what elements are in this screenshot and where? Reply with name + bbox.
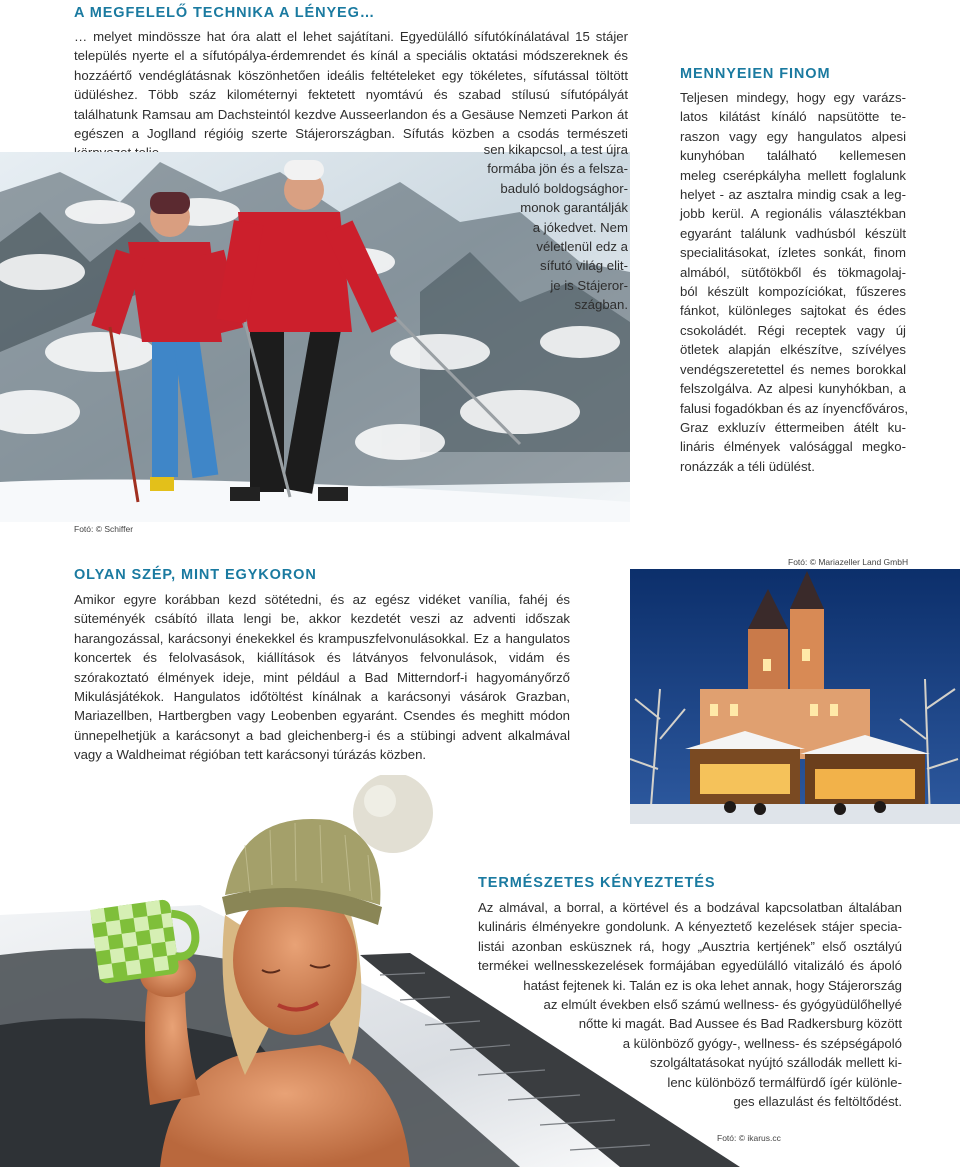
food-line: ronázzák a téli üdülést. <box>680 458 815 474</box>
technique-wrap-text <box>450 140 628 315</box>
wellness-line: nőtte ki magát. Bad Aussee és Bad Radkersburg között <box>578 1016 902 1032</box>
food-line: almából, sütőtökből és tökmagolaj- <box>680 264 906 280</box>
technique-intro-text: … melyet mindössze hat óra alatt el lehet sajátítani. Egyedülálló sífutókínálatával 15 stájer település nyerte el a sífutópálya-érdemrendet és kínál a speciális oktatási módszereknek és hozzáértő vendéglátásnak köszönhetően ideális feltételeket egy tökéletes, sífutással töltött üdüléshez. Több száz kilométernyi fektetett nyomtávú és szabad stílusú sífutópályát találhatunk Ramsau am Dachsteintól kezdve Ausseerlandon és a Gesäuse Nemzeti Parkon át egészen a Joglland régióig szerte Stájerországban. Sífutás közben a csodás természeti <box>74 29 628 142</box>
wrap-line: baduló boldogsághor- <box>500 180 628 196</box>
wrap-line: véletlenül edz a <box>536 239 628 255</box>
wellness-line: Az almával, a borral, a körtével és a bodzával kapcsolatban általában <box>478 900 902 915</box>
wellness-line: lenc különböző termálfürdő ígér különle- <box>667 1074 902 1090</box>
food-line: lináris élmények valósággal megko- <box>680 439 906 455</box>
wellness-line: a különböző gyógy-, wellness- és szépségápoló <box>622 1035 902 1051</box>
food-line: ötletek alapján elkészítve, szívélyes <box>680 342 906 358</box>
food-line: jobb kerül. A regionális választékban <box>680 206 906 222</box>
wrap-line: je is Stájeror- <box>550 277 628 293</box>
wellness-line: hatást fejtenek ki. Talán ez is oka lehet annak, hogy Stájerország <box>523 977 902 993</box>
photo-credit-schiffer: Fotó: © Schiffer <box>74 524 134 534</box>
food-line: ból készült kompozíciókat, fűszeres <box>680 284 906 300</box>
food-line: vendégszeretettel és nemes borokkal <box>680 361 906 377</box>
food-line: meleg cserépkályha mellett foglalunk <box>680 167 906 183</box>
food-line: kunyhóban található kellemesen <box>680 148 906 164</box>
wrap-line: sen kikapcsol, a test újra <box>483 142 628 157</box>
food-line: felszolgálva. Az alpesi kunyhókban, a <box>680 381 906 397</box>
wrap-line: formába jön és a felsza- <box>487 161 628 177</box>
food-line: egyaránt találunk vadhúsból készült <box>680 225 906 241</box>
wellness-text <box>478 898 902 1111</box>
wrap-line: a jókedvet. Nem <box>532 219 628 235</box>
section-heading-tradition: OLYAN SZÉP, MINT EGYKORON <box>74 567 317 583</box>
wellness-line: kulináris élményekre gondolunk. A kényeztető kezelések stájer specia- <box>478 919 902 935</box>
food-line: falusi fogadókban és az ínyencfőváros, <box>680 400 908 416</box>
section-heading-technique: A MEGFELELŐ TECHNIKA A LÉNYEG… <box>74 5 376 21</box>
wellness-line: ges ellazulást és feltöltődést. <box>733 1094 902 1110</box>
photo-credit-mariazell: Fotó: © Mariazeller Land GmbH <box>788 557 909 567</box>
wrap-line: szágban. <box>574 297 628 313</box>
wrap-line: monok garantálják <box>520 200 628 216</box>
wellness-line: termékei wellnesskezelések formájában egyedülálló vitalizáló és ápoló <box>478 958 902 974</box>
food-text <box>680 88 906 476</box>
tradition-text: Amikor egyre korábban kezd sötétedni, és az egész vidéket vanília, fahéj és süteményék csábító illata lengi be, akkor kezdetét veszi az adventi időszak harangozással, karácsonyi énekekkel és krampuszfelvonulásokkal. Ez a hangulatos koncertek és felolvasások, kiállítások és látványos felvonulások, vidám és szórakoztató élmények ideje, mint például a Bad Mitterndorf-i hagyományőrző Mikulásjátékok. Hangulatos időtöltést kínálnak a karácsonyi vásárok Grazban, Mariazellben, Hartbergben vagy Leobenben egyaránt. Csendes és meghitt módon ünnepelhetjük a karácsonyt a bad gleichenberg-i és a stübingi advent alkalmával vagy a Waldheimat régióban tett karácsonyi túrázás közben. <box>74 592 570 763</box>
food-line: raszon vagy egy hangulatos alpesi <box>680 128 906 144</box>
wellness-line: az elmúlt években első számú wellness- és gyógyüdülőhellyé <box>543 997 902 1013</box>
food-line: csokoládét. Régi receptek vagy új <box>680 322 906 338</box>
wellness-line: szolgáltatásokat nyújtó szállodák mellett ki- <box>649 1055 902 1071</box>
wellness-line: listái azonban esküsznek rá, hogy „Ausztria kertjének” első osztályú <box>478 938 902 954</box>
wrap-line: sífutó világ elit- <box>540 258 628 274</box>
food-line: Teljesen mindegy, hogy egy varázs- <box>680 90 906 105</box>
section-heading-wellness: TERMÉSZETES KÉNYEZTETÉS <box>478 875 716 891</box>
food-line: specialitásokat, ízletes sonkát, finom <box>680 245 906 261</box>
photo-credit-ikarus: Fotó: © ikarus.cc <box>717 1133 781 1143</box>
food-line: helyet - az asztalra mindig csak a leg- <box>680 187 906 203</box>
food-line: latos kilátást kínáló napsütötte te- <box>680 109 906 125</box>
section-heading-food: MENNYEIEN FINOM <box>680 66 831 82</box>
food-line: Graz exkluzív éttermeiben átélt ku- <box>680 419 906 435</box>
food-line: fánkot, különleges sajtokat és édes <box>680 303 906 319</box>
